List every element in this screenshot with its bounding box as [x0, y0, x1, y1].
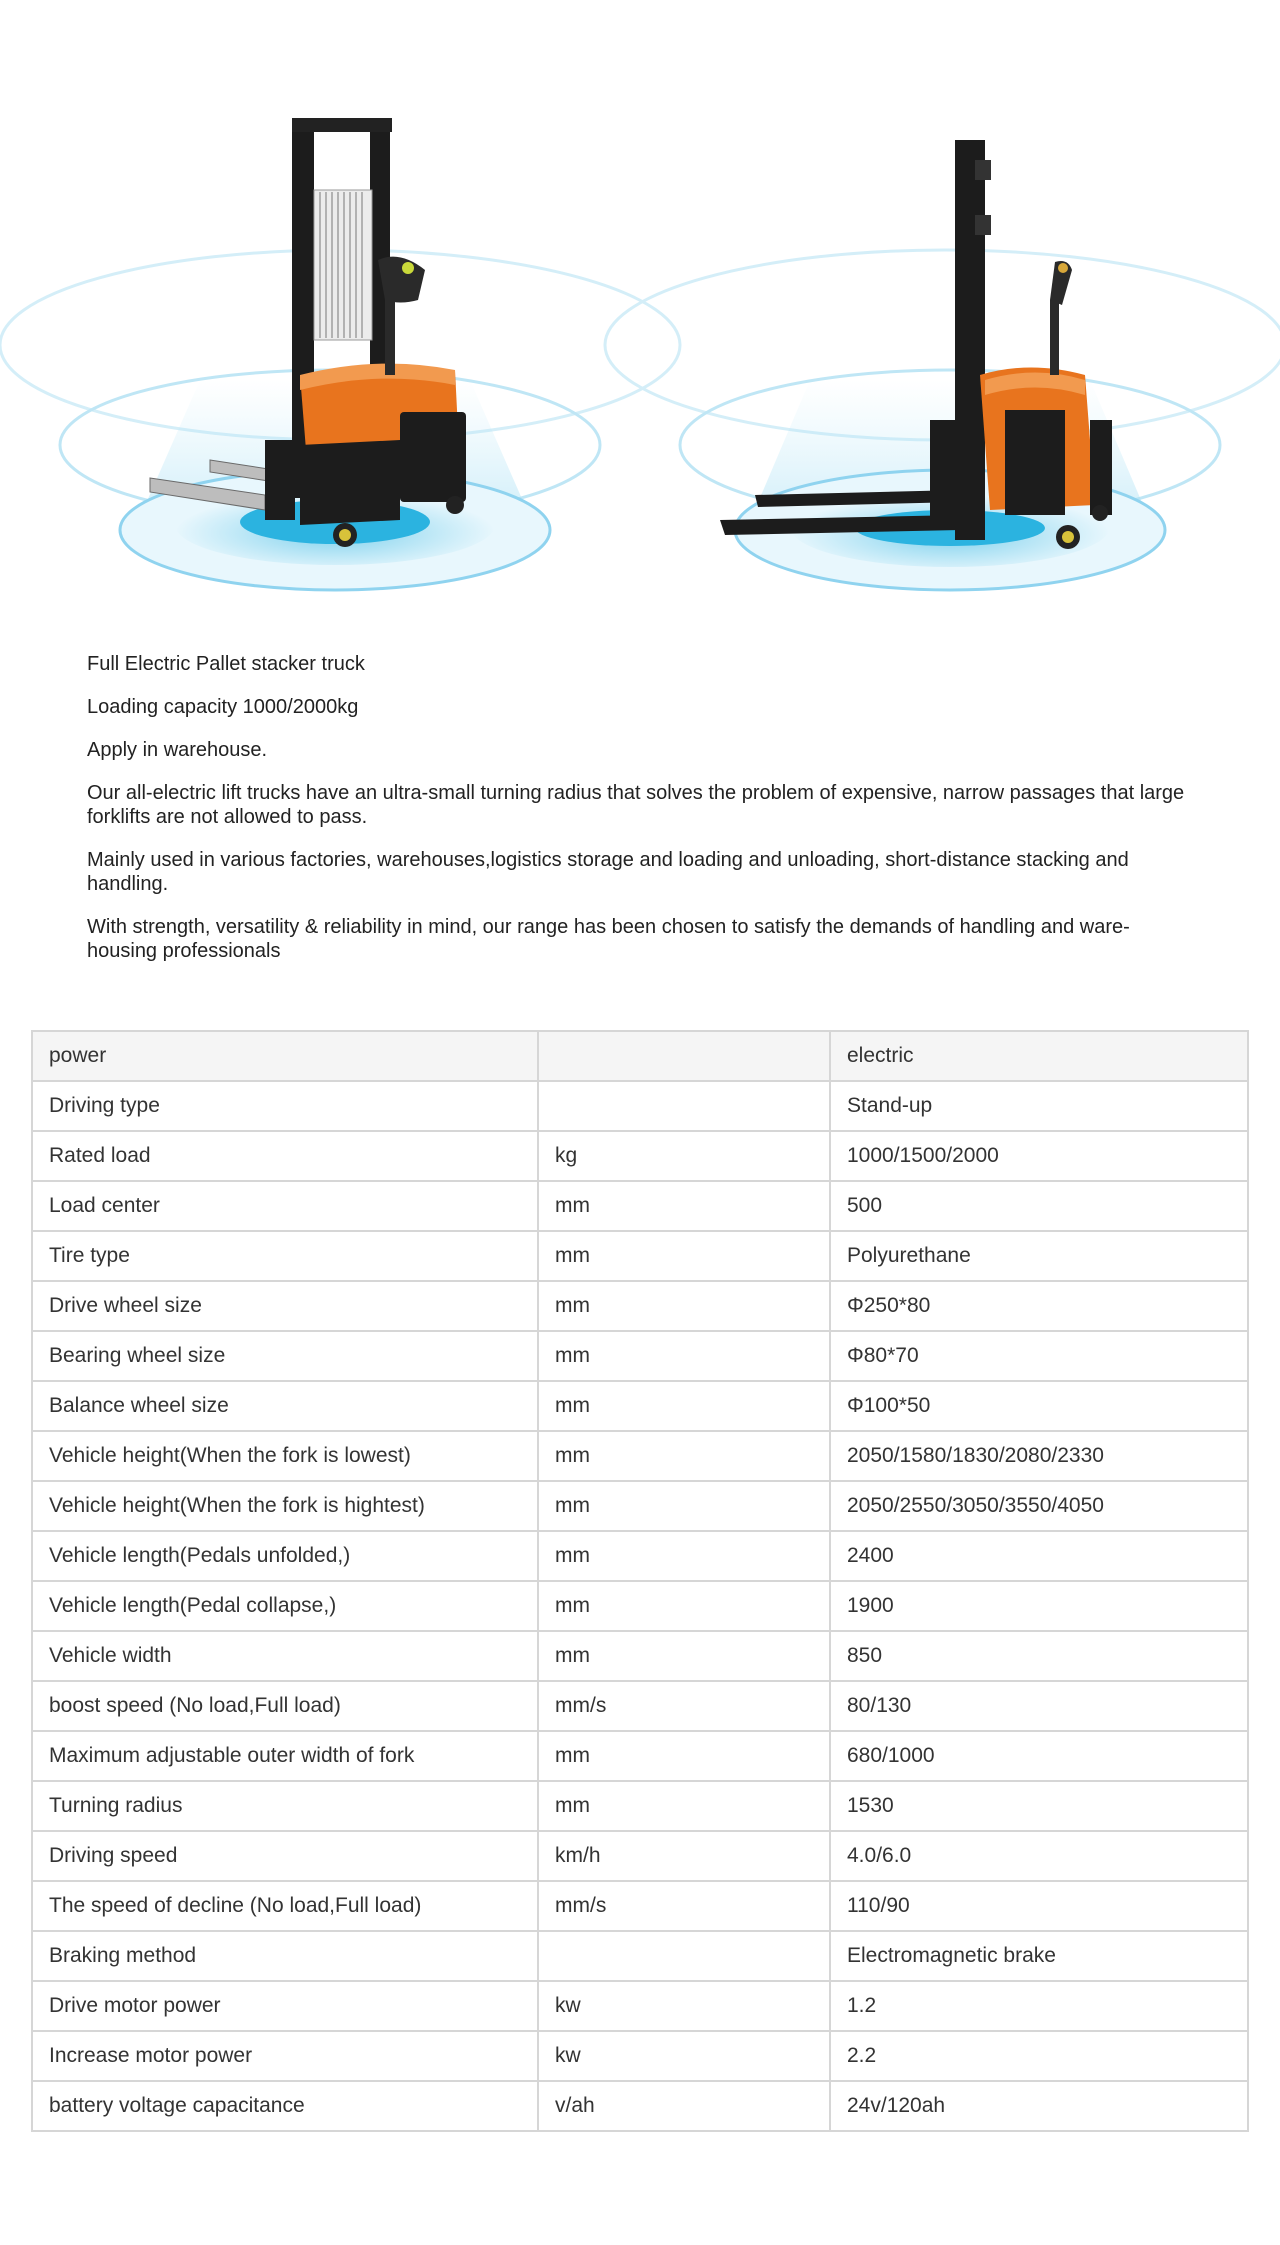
table-row [32, 1481, 1248, 1531]
spec-value: Φ80*70 [830, 1331, 1248, 1381]
table-row [32, 1681, 1248, 1731]
spec-unit: mm [538, 1531, 830, 1581]
spec-unit: mm/s [538, 1681, 830, 1731]
spec-param: Vehicle length(Pedal collapse,) [32, 1581, 538, 1631]
intro-application: Apply in warehouse. [87, 739, 268, 761]
table-row [32, 1781, 1248, 1831]
intro-title: Full Electric Pallet stacker truck [87, 653, 365, 675]
intro-capacity: Loading capacity 1000/2000kg [87, 696, 359, 718]
spec-value: Φ100*50 [830, 1381, 1248, 1431]
spec-unit: mm [538, 1281, 830, 1331]
spec-param: battery voltage capacitance [32, 2081, 538, 2131]
spec-unit: mm [538, 1731, 830, 1781]
spec-param: power [32, 1031, 538, 1081]
product-description [87, 652, 1197, 982]
table-row [32, 1381, 1248, 1431]
spec-unit: mm [538, 1181, 830, 1231]
spec-param: Drive wheel size [32, 1281, 538, 1331]
spec-param: Driving type [32, 1081, 538, 1131]
spec-unit [538, 1931, 830, 1981]
spec-unit: km/h [538, 1831, 830, 1881]
spec-unit: mm/s [538, 1881, 830, 1931]
spec-param: boost speed (No load,Full load) [32, 1681, 538, 1731]
spec-unit: mm [538, 1231, 830, 1281]
spec-value: 2.2 [830, 2031, 1248, 2081]
product-hero-image [0, 0, 1280, 620]
spec-value: Electromagnetic brake [830, 1931, 1248, 1981]
spec-value: Polyurethane [830, 1231, 1248, 1281]
spec-param: The speed of decline (No load,Full load) [32, 1881, 538, 1931]
spec-unit: kw [538, 1981, 830, 2031]
table-row [32, 1631, 1248, 1681]
spec-param: Tire type [32, 1231, 538, 1281]
intro-turning-radius: Our all-electric lift trucks have an ultra-small turning radius that solves the problem of expensive, narrow passages that large forklifts are not allowed to pass. [87, 782, 1185, 828]
spec-value: Stand-up [830, 1081, 1248, 1131]
spec-unit [538, 1031, 830, 1081]
table-row [32, 1581, 1248, 1631]
spec-value: Φ250*80 [830, 1281, 1248, 1331]
spec-value: 2400 [830, 1531, 1248, 1581]
table-row [32, 1431, 1248, 1481]
spec-param: Bearing wheel size [32, 1331, 538, 1381]
spec-param: Vehicle length(Pedals unfolded,) [32, 1531, 538, 1581]
table-row [32, 1881, 1248, 1931]
spec-value: 80/130 [830, 1681, 1248, 1731]
spec-param: Load center [32, 1181, 538, 1231]
spec-value: 850 [830, 1631, 1248, 1681]
table-row [32, 1081, 1248, 1131]
spec-param: Balance wheel size [32, 1381, 538, 1431]
table-row [32, 1181, 1248, 1231]
intro-reliability: With strength, versatility & reliability in mind, our range has been chosen to satisfy the demands of handling and ware-housing professionals [87, 916, 1130, 962]
spec-value: electric [830, 1031, 1248, 1081]
spec-unit: kg [538, 1131, 830, 1181]
spec-value: 110/90 [830, 1881, 1248, 1931]
spec-unit: v/ah [538, 2081, 830, 2131]
table-row [32, 2031, 1248, 2081]
spec-param: Vehicle height(When the fork is hightest) [32, 1481, 538, 1531]
spec-value: 500 [830, 1181, 1248, 1231]
table-row [32, 1281, 1248, 1331]
table-row [32, 1731, 1248, 1781]
spec-param: Braking method [32, 1931, 538, 1981]
spec-table-container [31, 1030, 1247, 2132]
spec-value: 1530 [830, 1781, 1248, 1831]
spec-table [31, 1030, 1249, 2132]
spec-param: Vehicle height(When the fork is lowest) [32, 1431, 538, 1481]
spec-param: Driving speed [32, 1831, 538, 1881]
spec-unit: mm [538, 1431, 830, 1481]
spec-value: 1900 [830, 1581, 1248, 1631]
spec-value: 680/1000 [830, 1731, 1248, 1781]
table-row [32, 1131, 1248, 1181]
spec-unit: mm [538, 1481, 830, 1531]
table-row [32, 1331, 1248, 1381]
spec-param: Rated load [32, 1131, 538, 1181]
spec-unit [538, 1081, 830, 1131]
table-row [32, 1831, 1248, 1881]
table-row [32, 1531, 1248, 1581]
table-row [32, 2081, 1248, 2131]
spec-value: 1000/1500/2000 [830, 1131, 1248, 1181]
spec-param: Maximum adjustable outer width of fork [32, 1731, 538, 1781]
spec-value: 2050/2550/3050/3550/4050 [830, 1481, 1248, 1531]
spec-unit: mm [538, 1581, 830, 1631]
spec-unit: mm [538, 1781, 830, 1831]
spec-value: 4.0/6.0 [830, 1831, 1248, 1881]
spec-unit: mm [538, 1381, 830, 1431]
spec-value: 2050/1580/1830/2080/2330 [830, 1431, 1248, 1481]
spec-value: 1.2 [830, 1981, 1248, 2031]
spec-param: Drive motor power [32, 1981, 538, 2031]
spec-unit: kw [538, 2031, 830, 2081]
table-row [32, 1931, 1248, 1981]
spec-param: Turning radius [32, 1781, 538, 1831]
spec-unit: mm [538, 1331, 830, 1381]
spec-value: 24v/120ah [830, 2081, 1248, 2131]
intro-usage: Mainly used in various factories, warehouses,logistics storage and loading and unloading, short-distance stacking and handling. [87, 849, 1129, 895]
table-row [32, 1031, 1248, 1081]
spec-param: Vehicle width [32, 1631, 538, 1681]
stacker-trucks-illustration [0, 0, 1280, 620]
table-row [32, 1231, 1248, 1281]
spec-param: Increase motor power [32, 2031, 538, 2081]
spec-unit: mm [538, 1631, 830, 1681]
table-row [32, 1981, 1248, 2031]
